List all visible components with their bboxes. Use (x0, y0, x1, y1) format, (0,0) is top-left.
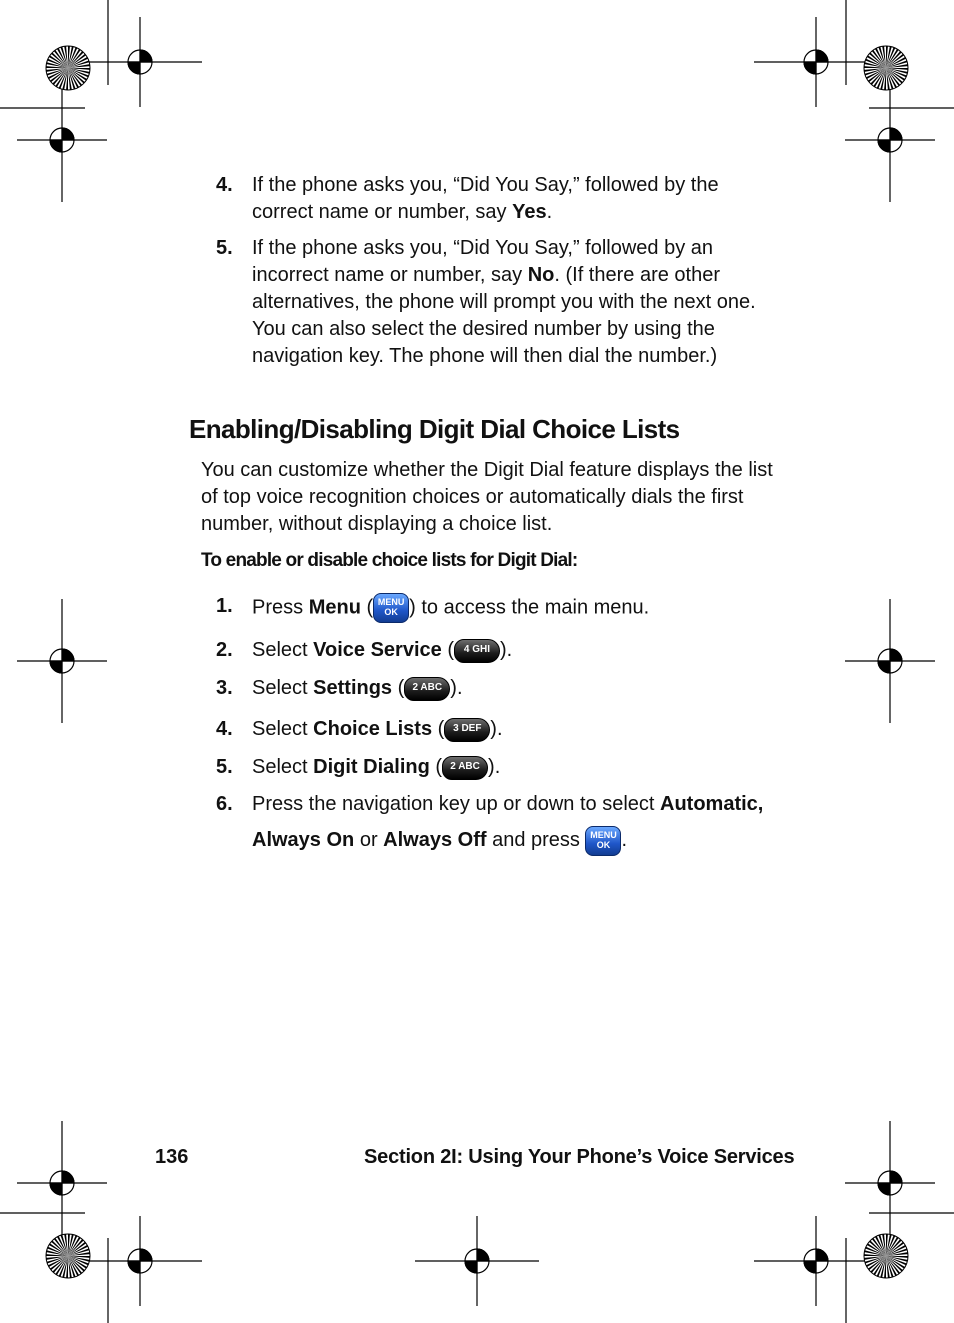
step-keyword: Automatic, (660, 793, 764, 815)
step-number: 1. (216, 595, 233, 617)
step-number: 5. (216, 756, 233, 778)
key-label: 4 GHI (463, 643, 491, 655)
menu-ok-key-icon (373, 593, 409, 623)
step-text-part: ). (490, 718, 503, 740)
step-text-part: Press the navigation key up or down to select (252, 793, 661, 815)
step-text-part: Select (252, 718, 314, 740)
step-text-part: ) to access the main menu. (409, 596, 650, 619)
step-text (252, 786, 772, 858)
key-3-icon (444, 718, 490, 742)
step-keyword: No (527, 264, 555, 286)
step-text-part: Press (252, 596, 309, 619)
step-text-part: If the phone asks you, “Did You Say,” followed by the correct name or number, say (252, 174, 719, 223)
step-text-part: or (354, 829, 384, 851)
running-footer: Section 2I: Using Your Phone’s Voice Services (364, 1146, 795, 1168)
key-label: MENU OK (590, 829, 617, 850)
procedure-title: To enable or disable choice lists for Digit Dial: (201, 550, 578, 571)
step-number: 5. (216, 237, 233, 259)
step-text-part: Select (252, 756, 314, 778)
step-keyword: Yes (512, 201, 547, 223)
step-keyword: Menu (308, 596, 361, 619)
key-label: 3 DEF (453, 722, 482, 734)
key-label: 2 ABC (450, 760, 480, 772)
section-heading: Enabling/Disabling Digit Dial Choice Lists (189, 414, 680, 444)
step-keyword: Always On (252, 829, 355, 851)
step-text-part: If the phone asks you, “Did You Say,” followed by an incorrect name or number, say (252, 237, 714, 286)
step-text-part: ( (432, 718, 445, 740)
step-text (252, 716, 772, 743)
step-text-part: ). (488, 756, 501, 778)
step-text-part: ). (499, 639, 513, 661)
step-text-part: ( (429, 756, 443, 778)
step-text-part: . (If there are other alternatives, the phone will prompt you with the next one. You can also select the desired number by using the navigation key. The phone will then dial the number.) (252, 264, 756, 367)
step-text (252, 235, 772, 370)
step-text (252, 675, 772, 702)
step-keyword: Choice Lists (313, 718, 433, 740)
step-text-part: and press (486, 829, 586, 851)
key-2-icon (442, 756, 488, 780)
key-label: 2 ABC (412, 681, 443, 693)
step-keyword: Voice Service (313, 639, 442, 661)
step-number: 3. (216, 677, 233, 699)
step-text-part: ( (392, 677, 405, 699)
step-text-part: Select (252, 677, 314, 699)
step-text (252, 637, 772, 664)
step-number: 6. (216, 793, 233, 815)
starburst-target-icon (864, 1234, 908, 1278)
step-number: 4. (216, 174, 233, 196)
starburst-target-icon (46, 1234, 90, 1278)
step-number: 4. (216, 718, 233, 740)
intro-paragraph: You can customize whether the Digit Dial feature displays the list of top voice recognition choices or automatically dials the first number, without displaying a choice list. (201, 459, 773, 535)
key-2-icon (404, 677, 450, 701)
step-keyword: Settings (313, 677, 393, 699)
step-number: 2. (216, 639, 233, 661)
menu-ok-key-icon (585, 826, 621, 856)
step-text (252, 754, 772, 781)
step-text-part: ( (360, 596, 374, 619)
step-text-part: ( (441, 639, 454, 661)
step-text-part: . (546, 201, 553, 223)
page-number: 136 (155, 1146, 189, 1168)
step-text-part: ). (450, 677, 463, 699)
step-keyword: Digit Dialing (313, 756, 430, 778)
step-text (252, 172, 772, 226)
key-4-icon (454, 639, 500, 663)
key-label: MENU OK (377, 597, 405, 617)
step-text-part: Select (252, 639, 314, 661)
step-keyword: Always Off (383, 829, 487, 851)
step-text-part: . (621, 829, 628, 851)
starburst-target-icon (864, 46, 908, 90)
starburst-target-icon (46, 46, 90, 90)
step-text (252, 593, 772, 623)
